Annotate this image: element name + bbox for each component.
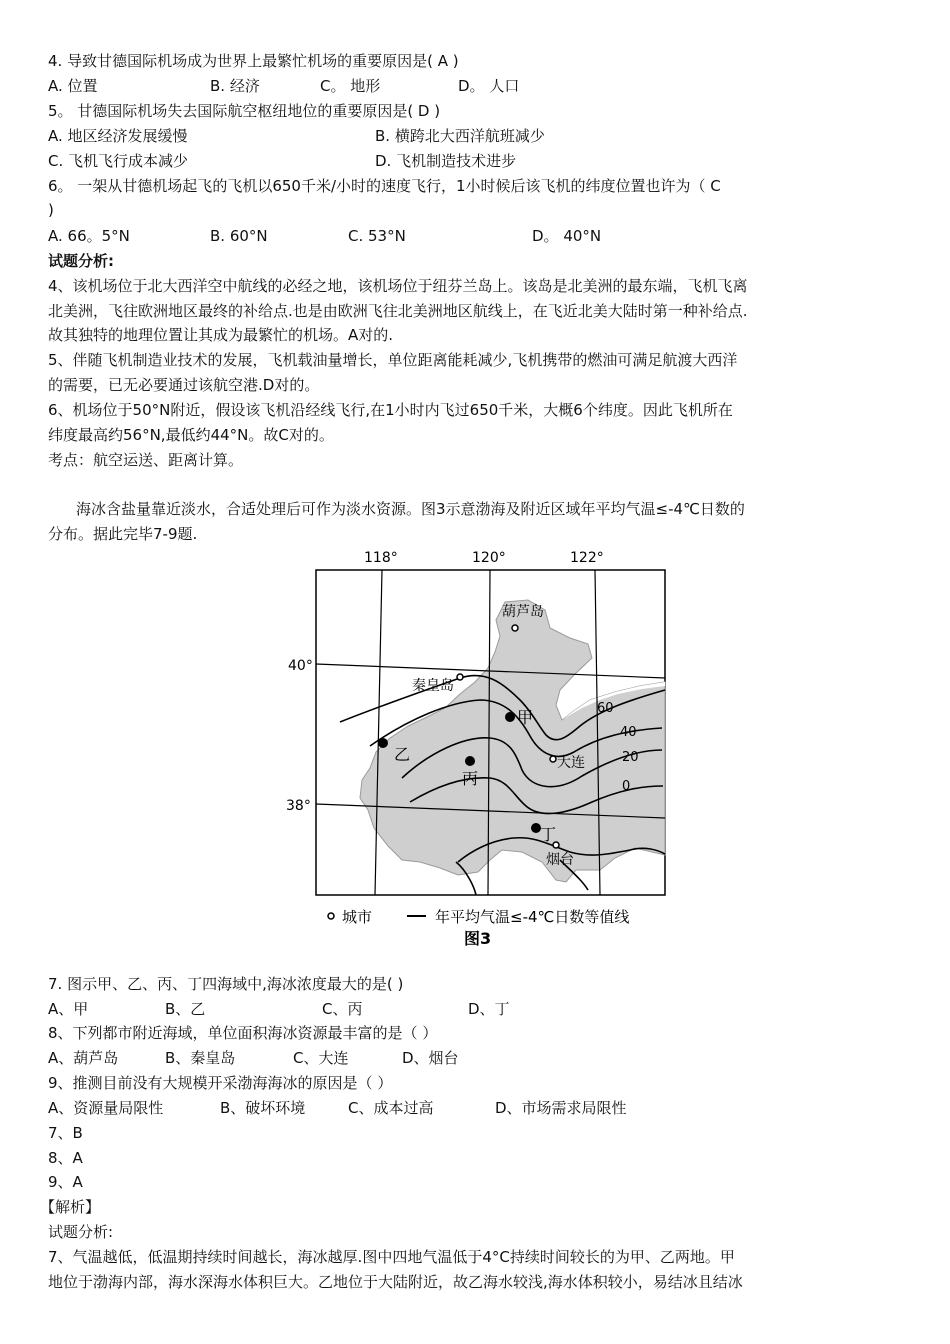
city-marker xyxy=(550,756,556,762)
q9-option-d: D、市场需求局限性 xyxy=(495,1099,627,1117)
q7-option-c: C、丙 xyxy=(322,1000,363,1018)
q7-stem: 7. 图示甲、乙、丙、丁四海域中,海冰浓度最大的是( ) xyxy=(48,975,404,993)
q5-option-a: A. 地区经济发展缓慢 xyxy=(48,127,188,145)
isoline-20: 20 xyxy=(622,750,639,765)
lon-118-label: 118° xyxy=(364,550,398,566)
legend-isoline: 年平均气温≤-4℃日数等值线 xyxy=(435,908,630,926)
q9-option-c: C、成本过高 xyxy=(348,1099,434,1117)
analysis-heading: 试题分析: xyxy=(48,252,114,270)
point-bing: 丙 xyxy=(462,769,479,788)
city-huludao: 葫芦岛 xyxy=(502,604,544,620)
q4-option-d: D。 人口 xyxy=(458,77,520,95)
exam-point: 考点：航空运送、距离计算。 xyxy=(48,451,244,469)
q8-option-a: A、葫芦岛 xyxy=(48,1049,119,1067)
analysis-tag: 【解析】 xyxy=(40,1198,101,1216)
q4-stem: 4. 导致甘德国际机场成为世界上最繁忙机场的重要原因是( A ) xyxy=(48,52,459,70)
bohai-map xyxy=(270,540,690,950)
q4-option-a: A. 位置 xyxy=(48,77,98,95)
q6-option-c: C. 53°N xyxy=(348,227,406,245)
analysis-line: 纬度最高约56°N,最低约44°N。故C对的。 xyxy=(48,426,334,444)
city-marker xyxy=(512,625,518,631)
q5-option-b: B. 横跨北大西洋航班减少 xyxy=(375,127,545,145)
q7-option-b: B、乙 xyxy=(165,1000,206,1018)
q8-option-d: D、烟台 xyxy=(402,1049,459,1067)
analysis-line: 4、该机场位于北大西洋空中航线的必经之地，该机场位于纽芬兰岛上。该岛是北美洲的最东端，飞机飞离 xyxy=(48,277,748,295)
analysis-line: 的需要，已无必要通过该航空港.D对的。 xyxy=(48,376,320,394)
answer-8: 8、A xyxy=(48,1149,83,1167)
q8-option-b: B、秦皇岛 xyxy=(165,1049,236,1067)
point-jia: 甲 xyxy=(517,708,534,727)
city-dalian: 大连 xyxy=(557,755,585,771)
lon-120-label: 120° xyxy=(472,550,506,566)
answer-9: 9、A xyxy=(48,1173,83,1191)
q4-option-c: C。 地形 xyxy=(320,77,381,95)
q6-stem: 6。 一架从甘德机场起飞的飞机以650千米/小时的速度飞行，1小时候后该飞机的纬度位置也许为（ C xyxy=(48,177,721,195)
figure-caption: 图3 xyxy=(464,929,492,948)
analysis-line: 地位于渤海内部，海水深海水体积巨大。乙地位于大陆附近，故乙海水较浅,海水体积较小，易结冰且结冰 xyxy=(48,1273,743,1291)
city-marker xyxy=(457,674,463,680)
q9-stem: 9、推测目前没有大规模开采渤海海冰的原因是（ ） xyxy=(48,1074,393,1092)
city-qinhuangdao: 秦皇岛 xyxy=(412,678,454,694)
analysis-line: 6、机场位于50°N附近，假设该飞机沿经线飞行,在1小时内飞过650千米，大概6个纬度。因此飞机所在 xyxy=(48,401,733,419)
analysis-line: 5、伴随飞机制造业技术的发展，飞机载油量增长，单位距离能耗减少,飞机携带的燃油可满足航渡大西洋 xyxy=(48,351,738,369)
analysis-heading: 试题分析: xyxy=(48,1223,114,1241)
q8-option-c: C、大连 xyxy=(293,1049,349,1067)
analysis-line: 7、气温越低，低温期持续时间越长，海冰越厚.图中四地气温低于4°C持续时间较长的为甲、乙两地。甲 xyxy=(48,1248,735,1266)
lat-40-label: 40° xyxy=(288,658,313,674)
isoline-60: 60 xyxy=(597,701,614,716)
q9-option-b: B、破坏环境 xyxy=(220,1099,306,1117)
analysis-line: 北美洲，飞往欧洲地区最终的补给点.也是由欧洲飞往北美洲地区航线上，在飞近北美大陆时第一种补给点. xyxy=(48,302,748,320)
isoline-0: 0 xyxy=(622,779,631,794)
point-yi: 乙 xyxy=(394,745,411,764)
intro-line: 分布。据此完毕7-9题. xyxy=(48,525,198,543)
q7-option-a: A、甲 xyxy=(48,1000,89,1018)
analysis-line: 故其独特的地理位置让其成为最繁忙的机场。A对的. xyxy=(48,326,394,344)
intro-line: 海冰含盐量靠近淡水，合适处理后可作为淡水资源。图3示意渤海及附近区域年平均气温≤-4℃日数的 xyxy=(76,500,745,518)
q6-option-d: D。 40°N xyxy=(532,227,602,245)
point-yi-dot xyxy=(378,738,388,748)
point-bing-dot xyxy=(465,756,475,766)
q7-option-d: D、丁 xyxy=(468,1000,510,1018)
answer-7: 7、B xyxy=(48,1124,83,1142)
q5-option-d: D. 飞机制造技术进步 xyxy=(375,152,517,170)
q5-option-c: C. 飞机飞行成本减少 xyxy=(48,152,189,170)
lon-122-label: 122° xyxy=(570,550,604,566)
q4-option-b: B. 经济 xyxy=(210,77,260,95)
lat-38-label: 38° xyxy=(286,798,311,814)
q8-stem: 8、下列都市附近海域，单位面积海冰资源最丰富的是（ ） xyxy=(48,1024,438,1042)
q6-stem-end: ) xyxy=(48,201,54,219)
q5-stem: 5。 甘德国际机场失去国际航空枢纽地位的重要原因是( D ) xyxy=(48,102,441,120)
q6-option-a: A. 66。5°N xyxy=(48,227,130,245)
legend-city-icon xyxy=(328,913,334,919)
legend-city: 城市 xyxy=(342,908,373,926)
q6-option-b: B. 60°N xyxy=(210,227,268,245)
city-yantai: 烟台 xyxy=(546,852,574,868)
isoline-40: 40 xyxy=(620,725,637,740)
q9-option-a: A、资源量局限性 xyxy=(48,1099,164,1117)
point-jia-dot xyxy=(505,712,515,722)
point-ding: 丁 xyxy=(540,825,557,844)
